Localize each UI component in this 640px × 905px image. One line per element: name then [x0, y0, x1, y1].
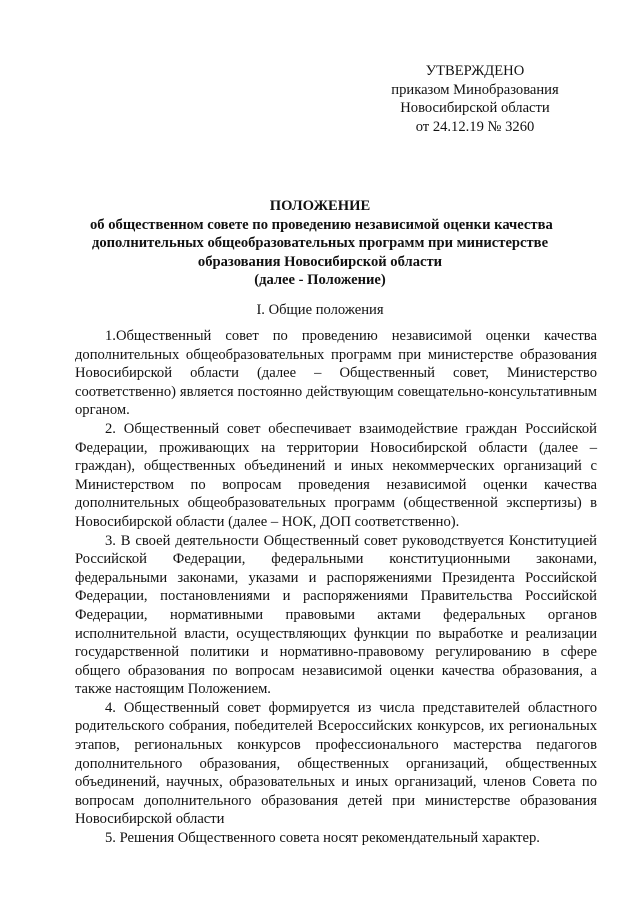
title-subtitle-4: (далее - Положение)	[254, 272, 386, 289]
paragraph-2: 2. Общественный совет обеспечивает взаимодействие граждан Российской Федерации, проживающих на территории Новосибирской области (далее – граждан), общественных объединений и иных некоммерческих организаций с Министерством по вопросам проведения независимой оценки качества дополнительных общеобразовательных программ (общественной экспертизы) в Новосибирской области (далее – НОК, ДОП соответственно).	[75, 420, 597, 530]
title-subtitle-2: дополнительных общеобразовательных программ при министерстве	[91, 235, 549, 252]
approval-status: УТВЕРЖДЕНО	[425, 63, 525, 79]
section-heading: I. Общие положения	[256, 302, 384, 318]
document-body	[75, 327, 597, 848]
title-main: ПОЛОЖЕНИЕ	[269, 198, 371, 214]
approval-region: Новосибирской области	[400, 100, 550, 117]
paragraph-4: 4. Общественный совет формируется из числа представителей областного родительского собрания, победителей Всероссийских конкурсов, их региональных этапов, региональных конкурсов профессионального мастерства педагогов дополнительного образования, общественных организаций, общественных объединений, научных, образовательных и иных организаций, членов Совета по вопросам дополнительного образования детей при министерстве образования Новосибирской области	[75, 699, 597, 828]
approval-order: приказом Минобразования	[391, 81, 559, 98]
paragraph-5: 5. Решения Общественного совета носят рекомендательный характер.	[105, 830, 540, 847]
paragraph-3: 3. В своей деятельности Общественный совет руководствуется Конституцией Российской Федерации, федеральными конституционными законами, федеральными законами, указами и распоряжениями Президента Российской Федерации, постановлениями и распоряжениями Правительства Российской Федерации, нормативными правовыми актами федеральных органов исполнительной власти, осуществляющих функции по выработке и реализации государственной политики и нормативно-правовому регулированию в сфере общего образования по вопросам независимой оценки качества образования, а также настоящим Положением.	[75, 532, 597, 698]
document-title	[90, 197, 553, 290]
title-subtitle-1: об общественном совете по проведению независимой оценки качества	[90, 216, 553, 233]
approval-date: от 24.12.19 № 3260	[415, 118, 535, 135]
approval-stamp	[360, 62, 590, 136]
title-subtitle-3: образования Новосибирской области	[197, 253, 443, 270]
paragraph-1: 1.Общественный совет по проведению независимой оценки качества дополнительных общеобразовательных программ при министерстве образования Новосибирской области (далее – Общественный совет, Министерство соответственно) является постоянно действующим совещательно-консультативным органом.	[75, 328, 597, 419]
